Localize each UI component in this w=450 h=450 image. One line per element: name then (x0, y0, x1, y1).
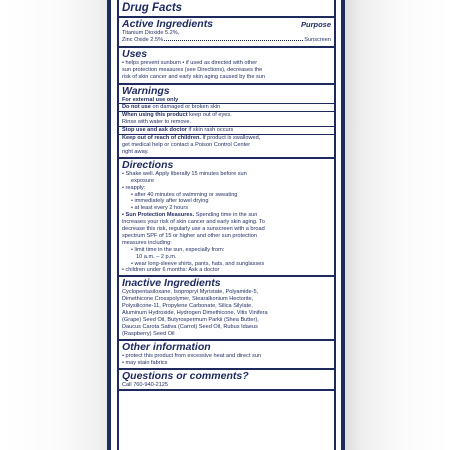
active-ingredients-heading: Active Ingredients (122, 18, 214, 30)
directions-line-12: • limit time in the sun, especially from: (131, 246, 225, 253)
when-using-label: When using this product (122, 112, 188, 119)
questions-phone: Call 760-940-2125 (122, 381, 169, 388)
directions-heading: Directions (122, 158, 174, 171)
uses-section (119, 48, 334, 85)
directions-line-8: increases your risk of skin cancer and early skin aging. To (122, 219, 265, 226)
other-line-1: • protect this product from excessive heat and direct sun (122, 352, 262, 359)
other-information-heading: Other information (122, 340, 211, 353)
external-use-text: For external use only (122, 96, 179, 103)
inactive-ingredients-section (119, 277, 334, 340)
bottle-right-side (345, 0, 450, 450)
warnings-section (119, 85, 334, 159)
inactive-ingredients-heading: Inactive Ingredients (122, 277, 221, 290)
uses-line-2: sun protection measures (see Directions), decreases the (122, 66, 263, 73)
drug-facts-label (107, 0, 345, 450)
do-not-use-row (119, 103, 334, 111)
directions-line-10: spectrum SPF of 15 or higher and other sun protection (122, 232, 257, 239)
questions-section (119, 370, 334, 392)
directions-line-6: • at least every 2 hours (131, 205, 188, 212)
directions-line-13: 10 a.m. – 2 p.m. (136, 253, 177, 260)
keep-out-line-3: right away. (122, 148, 149, 155)
do-not-use-label: Do not use (122, 104, 151, 111)
directions-line-15: • children under 6 months: Ask a doctor (122, 267, 220, 274)
keep-out-row (119, 134, 334, 156)
directions-line-9: decrease this risk, regularly use a sunscreen with a broad (122, 226, 265, 233)
drug-facts-title: Drug Facts (122, 2, 183, 14)
directions-line-4: • after 40 minutes of swimming or sweating (131, 191, 238, 198)
inactive-line-7: (Raspberry) Seed Oil (122, 330, 175, 337)
keep-out-text: If product is swallowed, (200, 135, 261, 142)
directions-line-7 (122, 212, 331, 219)
sun-protection-label: • Sun Protection Measures. (122, 212, 195, 219)
inactive-line-5: (Grape) Seed Oil, Butyrospermum Parkii (Shea Butter), (122, 317, 259, 323)
stop-use-label: Stop use and ask doctor (122, 127, 187, 134)
purpose-heading: Purpose (300, 20, 331, 29)
inactive-line-1: Cyclopentasiloxane, Isopropryl Myristate, Polyamide-5, (122, 289, 259, 296)
inactive-line-6: Daucus Carota Sativa (Carrot) Seed Oil, Rubus Idaeus (122, 323, 258, 330)
inactive-line-4: Aluminum Hydroxide, Hydrogen Dimethicone, Vitis Vinifera (122, 310, 268, 317)
active-ingredient-2-row (122, 37, 331, 44)
uses-heading: Uses (122, 47, 148, 60)
uses-line-1: • helps prevent sunburn • if used as directed with other (122, 59, 258, 66)
keep-out-line-2: get medical help or contact a Poison Control Center (122, 141, 251, 148)
do-not-use-text: on damaged or broken skin (150, 104, 221, 111)
inactive-line-3: Polysilicone-11, Propylene Carbonate, Silica Silylate, (122, 303, 253, 310)
rinse-text: Rinse with water to remove. (122, 119, 192, 126)
stop-use-row (119, 126, 334, 134)
drug-facts-panel (117, 0, 336, 450)
active-ingredients-header-row (122, 18, 331, 30)
sun-protection-text: Spending time in the sun (194, 212, 258, 219)
stop-use-text: if skin rash occurs (186, 127, 234, 134)
warnings-heading: Warnings (122, 84, 170, 97)
other-information-section (119, 341, 334, 370)
bottle-left-side (0, 0, 107, 450)
questions-heading: Questions or comments? (122, 369, 249, 382)
when-using-text: keep out of eyes. (187, 112, 232, 119)
directions-line-3: • reapply: (122, 184, 146, 191)
directions-line-5: • immediately after towel drying (131, 198, 209, 205)
active-ingredient-2: Zinc Oxide 2.5% (122, 36, 164, 43)
directions-line-2: exposure (131, 177, 155, 184)
drug-facts-header (119, 0, 334, 18)
active-ingredients-section (119, 18, 334, 48)
active-ingredient-2-purpose: Sunscreen (304, 36, 331, 43)
directions-line-11: measures including: (122, 239, 172, 246)
directions-line-14: • wear long-sleeve shirts, pants, hats, and sunglasses (131, 260, 265, 267)
directions-line-1: • Shake well. Apply liberally 15 minutes before sun (122, 170, 247, 177)
other-line-2: • may stain fabrics (122, 359, 168, 366)
dot-leader (164, 40, 303, 41)
uses-line-3: risk of skin cancer and early skin aging caused by the sun (122, 73, 266, 80)
directions-section (119, 159, 334, 278)
when-using-row (119, 111, 334, 126)
keep-out-label: Keep out of reach of children. (122, 135, 201, 142)
active-ingredient-1: Titanium Dioxide 5.2%, (122, 30, 180, 36)
inactive-line-2: Dimethicone Crosspolymer, Stearalkonium Hectorite, (122, 296, 254, 303)
